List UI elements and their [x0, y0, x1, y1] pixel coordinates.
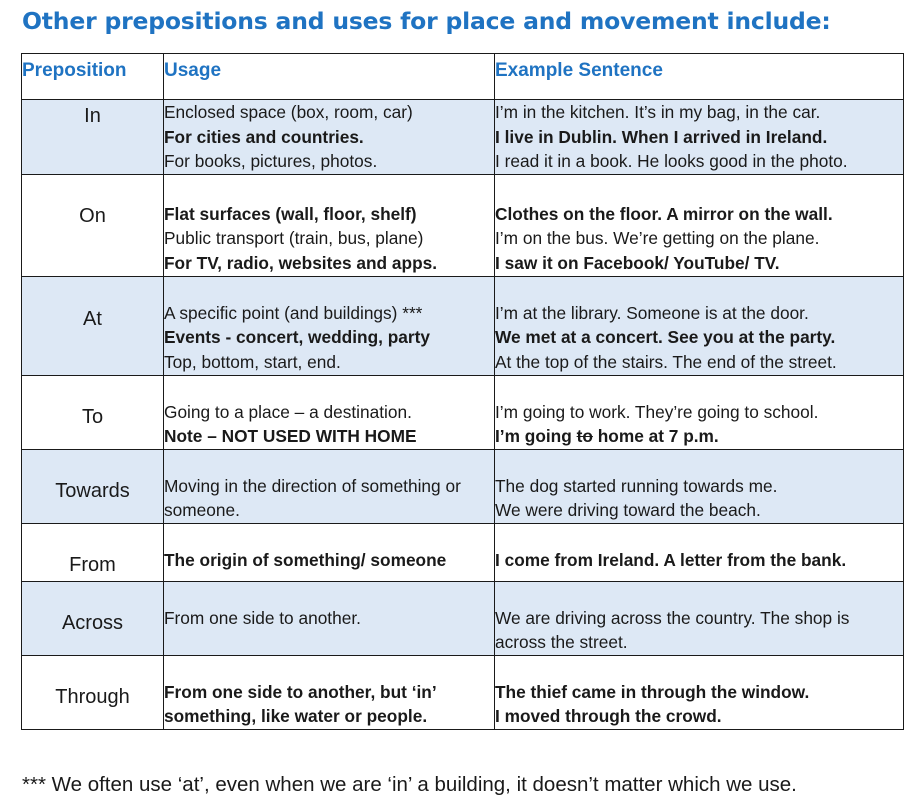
- example-line: Clothes on the floor. A mirror on the wall.: [495, 203, 833, 224]
- example-line: The thief came in through the window.: [495, 681, 810, 702]
- usage-cell: [164, 655, 495, 729]
- usage-cell: [164, 276, 495, 375]
- table-row-through: [22, 655, 904, 729]
- example-line: I’m at the library. Someone is at the door.: [495, 302, 809, 323]
- example-cell: [495, 375, 904, 449]
- example-line: I live in Dublin. When I arrived in Ireland.: [495, 126, 828, 147]
- usage-line: Events - concert, wedding, party: [164, 327, 430, 347]
- example-line: I saw it on Facebook/ YouTube/ TV.: [495, 252, 780, 273]
- example-part: I’m going: [495, 426, 577, 446]
- header-example: Example Sentence: [495, 54, 904, 100]
- example-line: We are driving across the country. The shop is across the street.: [495, 607, 850, 652]
- table-row-on: [22, 174, 904, 276]
- preposition-cell: From: [22, 523, 164, 581]
- usage-cell: [164, 375, 495, 449]
- preposition-cell: On: [22, 174, 164, 276]
- example-cell: [495, 449, 904, 523]
- preposition-cell: To: [22, 375, 164, 449]
- usage-line: Flat surfaces (wall, floor, shelf): [164, 203, 417, 224]
- usage-line: Moving in the direction of something or someone.: [164, 475, 461, 520]
- preposition-cell: In: [22, 100, 164, 175]
- usage-line: For cities and countries.: [164, 126, 364, 147]
- usage-line: For books, pictures, photos.: [164, 151, 378, 171]
- usage-line: Public transport (train, bus, plane): [164, 228, 424, 248]
- example-line: I’m on the bus. We’re getting on the plane.: [495, 228, 820, 248]
- example-cell: [495, 100, 904, 175]
- example-line: We were driving toward the beach.: [495, 500, 761, 520]
- example-line: I’m going to work. They’re going to school.: [495, 401, 819, 422]
- usage-cell: [164, 174, 495, 276]
- header-preposition: Preposition: [22, 54, 164, 100]
- usage-line: Top, bottom, start, end.: [164, 351, 341, 372]
- example-cell: [495, 655, 904, 729]
- example-cell: [495, 581, 904, 655]
- preposition-cell: At: [22, 276, 164, 375]
- usage-cell: [164, 449, 495, 523]
- example-line: [495, 424, 903, 449]
- usage-line: A specific point (and buildings) ***: [164, 302, 423, 323]
- example-line: I moved through the crowd.: [495, 706, 722, 726]
- usage-cell: [164, 523, 495, 581]
- header-usage: Usage: [164, 54, 495, 100]
- example-part: home at 7 p.m.: [592, 426, 719, 446]
- preposition-cell: Towards: [22, 449, 164, 523]
- usage-line: For TV, radio, websites and apps.: [164, 252, 438, 273]
- table-row-across: [22, 581, 904, 655]
- example-line: The dog started running towards me.: [495, 475, 778, 496]
- table-row-at: [22, 276, 904, 375]
- table-row-from: [22, 523, 904, 581]
- usage-cell: [164, 581, 495, 655]
- prepositions-table: [21, 53, 904, 730]
- usage-cell: [164, 100, 495, 175]
- usage-line: The origin of something/ someone: [164, 549, 447, 570]
- struck-word: to: [576, 426, 593, 446]
- example-cell: [495, 174, 904, 276]
- example-line: I’m in the kitchen. It’s in my bag, in the car.: [495, 102, 821, 122]
- table-row-towards: [22, 449, 904, 523]
- preposition-cell: Across: [22, 581, 164, 655]
- example-line: I read it in a book. He looks good in the photo.: [495, 151, 848, 171]
- example-cell: [495, 523, 904, 581]
- example-line: We met at a concert. See you at the party.: [495, 327, 836, 347]
- page-title: Other prepositions and uses for place and movement include:: [22, 7, 831, 35]
- footnote: *** We often use ‘at’, even when we are ‘in’ a building, it doesn’t matter which we use.: [22, 773, 797, 796]
- example-line: At the top of the stairs. The end of the street.: [495, 351, 837, 372]
- usage-line: Enclosed space (box, room, car): [164, 102, 413, 122]
- usage-line: Note – NOT USED WITH HOME: [164, 426, 417, 446]
- usage-line: From one side to another.: [164, 607, 361, 628]
- example-line: I come from Ireland. A letter from the bank.: [495, 549, 847, 570]
- example-cell: [495, 276, 904, 375]
- usage-line: Going to a place – a destination.: [164, 401, 412, 422]
- table-header-row: [22, 54, 904, 100]
- usage-line: From one side to another, but ‘in’ something, like water or people.: [164, 681, 436, 726]
- preposition-cell: Through: [22, 655, 164, 729]
- table-row-in: [22, 100, 904, 175]
- table-row-to: [22, 375, 904, 449]
